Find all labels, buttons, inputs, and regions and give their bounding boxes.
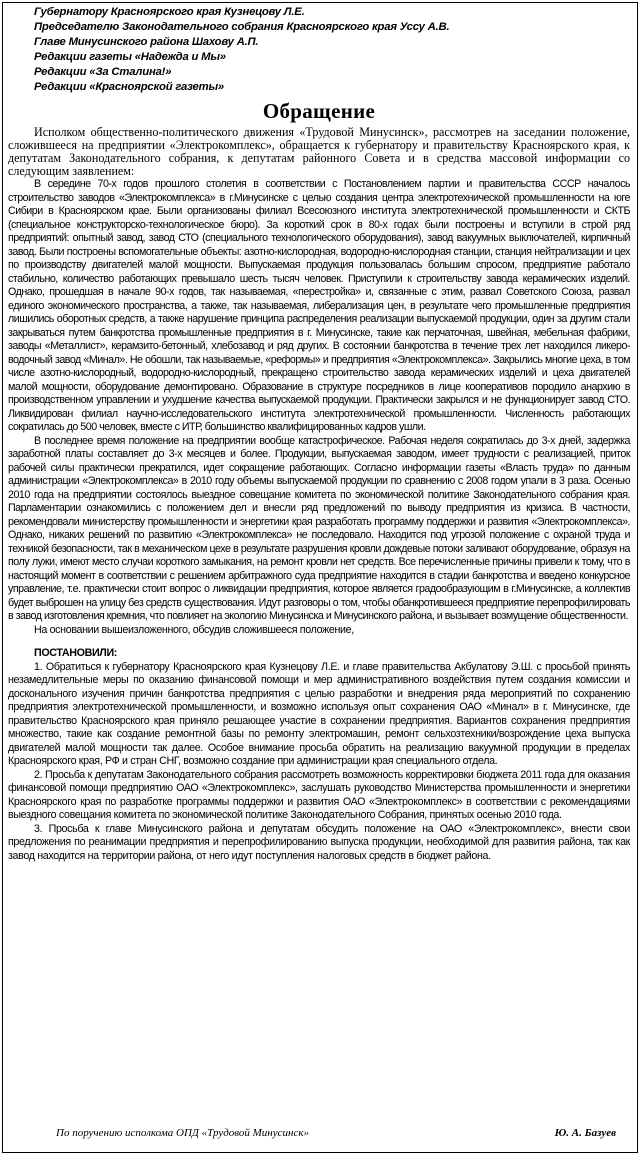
resolution-item: 3. Просьба к главе Минусинского района и депутатам обсудить положение на ОАО «Электрокомплекс», внести свои предложения по реанимации предприятия и перепрофилированию выпуска продукции, необходимой для развития района, так как завод находится на территории района, от него идут поступления налоговых средств в бюджет района. xyxy=(8,822,630,862)
document-body xyxy=(8,5,630,863)
addressee-line: Губернатору Красноярского края Кузнецову Л.Е. xyxy=(34,6,305,18)
addressee-line: Редакции «За Сталина!» xyxy=(34,66,172,79)
body-paragraph: В последнее время положение на предприятии вообще катастрофическое. Рабочая неделя сократилась до 3-х дней, задержка заработной платы составляет до 3-х месяцев и более. Продукции, выпускаемая заводом, имеет трудности с реализацией, приток рабочей силы практически прекратился, идет сокращение работающих. Согласно информации газеты «Власть труда» по данным администрации «Электрокомплекса» в 2010 году объемы выпускаемой продукции по сравнению с 2008 годом упали в 3 раза. Осенью 2010 года на предприятии состоялось выездное совещание комитета по экономической политике Законодательного собрания края. Парламентарии ознакомились с положением дел и внесли ряд предложений по выводу предприятия из кризиса. В частности, рекомендовали министерству промышленности и энергетики края разработать программу поддержки и развития «Электрокомплекса». Однако, никаких решений по развитию «Электрокомплекса» не последовало. Находится под угрозой положение с охраной труда и техникой безопасности, так в механическом цехе в результате разрушения кровли дождевые потоки заливают оборудование, образуя на полу лужи, имеют место случаи короткого замыкания, на ремонт кровли нет средств. Все перечисленные причины привели к тому, что в настоящий момент в соответствии с решением арбитражного суда предприятие находится в стадии банкротства и введено конкурсное управление, т.е. практически стоит вопрос о ликвидации предприятия, которое является градообразующим в г.Минусинске, а коллектив будет выброшен на улицу без средств существования. Идут разговоры о том, чтобы обанкротившееся предприятие перепрофилировать в завод изготовления кремния, что повлияет на экологию Минусинска и Минусинского района, и вызывает возмущение общественности. xyxy=(8,434,630,623)
resolution-item: 1. Обратиться к губернатору Красноярского края Кузнецову Л.Е. и главе правительства Акбулатову Э.Ш. с просьбой принять незамедлительные меры по оказанию финансовой помощи и мер административного воздействия путем создания комиссии и досконального изучения причин банкротства предприятия с целью разработки и внедрения ряда мероприятий по сохранению предприятия электротехнической промышленности, и возможно используя опыт сохранения ОАО «Минал» в г. Минусинске, где правительство Красноярского края приняло решающее участие в сохранении предприятия. Вариантов сохранения предприятия множество, такие как создание ремонтной базы по ремонту электромашин, ремонт сельхозтехники/возрождение цеха выпуска двигателей малой мощности так далее. Особое внимание просьба обратить на реализацию вакуумной продукции в пределах Красноярского края, РФ и стран СНГ, возможно создание при администрации края специального отдела. xyxy=(8,660,630,768)
signature-authority: По поручению исполкома ОПД «Трудовой Минусинск» xyxy=(56,1127,310,1139)
intro-paragraph: Исполком общественно-политического движения «Трудовой Минусинск», рассмотрев на заседании положение, сложившееся на предприятии «Электрокомплекс», обращается к губернатору и правительству Красноярского края, к депутатам Законодательного собрания, к депутатам районного Совета и в средства массовой информации со следующим заявлением: xyxy=(8,124,630,179)
resolved-heading: ПОСТАНОВИЛИ: xyxy=(34,647,117,660)
addressee-line: Редакции «Красноярской газеты» xyxy=(34,81,224,94)
body-paragraph: На основании вышеизложенного, обсудив сложившееся положение, xyxy=(34,623,354,636)
addressee-line: Председателю Законодательного собрания Красноярского края Уссу А.В. xyxy=(34,21,450,34)
signature-name: Ю. А. Базуев xyxy=(554,1127,616,1139)
resolution-item: 2. Просьба к депутатам Законодательного собрания рассмотреть возможность корректировки бюджета 2011 года для оказания финансовой помощи предприятию ОАО «Электрокомплекс», заслушать руководство Министерства промышленности и энергетики Красноярского края по разработке программы поддержки и развития ОАО «Электрокомплекс» в соответствии с рекомендациями выездного совещания комитета по экономической политике Законодательного Собрания, принятых осенью 2010 года. xyxy=(8,768,630,822)
addressee-list xyxy=(34,5,630,96)
addressee-line: Редакции газеты «Надежда и Мы» xyxy=(34,51,226,64)
addressee-line: Главе Минусинского района Шахову А.П. xyxy=(34,36,259,49)
document-title: Обращение xyxy=(262,98,376,123)
body-paragraph: В середине 70-х годов прошлого столетия в соответствии с Постановлением партии и правительства СССР началось строительство заводов «Электрокомплекса» в г.Минусинске с целью создания центра электротехнической промышленности на юге Сибири в Красноярском крае. Были организованы филиал Всесоюзного института электротехнической промышленности и СКТБ (специальное конструкторско-технологическое бюро). За короткий срок в 80-х годах были построены и вступили в строй ряд предприятий: опытный завод, завод СТО (специального технологического оборудования), завод вакуумных выключателей, кирпичный завод. Были построены вспомогательные объекты: азотно-кислородная, водородно-кислородная станции, станция нейтрализации и цех по производству двигателей малой мощности. Выпускаемая продукция пользовалась большим спросом, предприятие работало стабильно, количество работающих превышало шесть тысяч человек. Приступили к строительству завода керамических изделий. Однако, прошедшая в начале 90-х годов, так называемая, «перестройка» и, связанные с этим, развал Советского Союза, развал единого экономического пространства, а также, так называемая, либерализация цен, в результате чего промышленные предприятия лишились оборотных средств, а также нарушение принципа распределения реализации выпускаемой продукции, один за другим стали закрываться путем банкротства промышленные предприятия в г. Минусинске, такие как перчаточная, швейная, мебельная фабрики, заводы «Металлист», керамзито-бетонный, хлебозавод и ряд других. В состоянии банкротства в течение трех лет находился ликеро-водочный завод «Минал». Не обошли, так называемые, «реформы» и предприятия «Электрокомплекса». Закрылись многие цеха, в том числе азотно-кислородный, водородно-кислородный, прекращено строительство завода керамических изделий и цеха двигателей малой мощности, оборудование демонтировано. Образование в структуре посредников в лице кооперативов породило анархию в производственном управлении и ухудшение качества выпускаемой продукции. Практически закрылся и не функционирует завод СТО. Ликвидирован филиал научно-исследовательского института электротехнической промышленности. Численность работающих сократилась до 500 человек, вместе с ИТР, большинство квалифицированных кадров ушли. xyxy=(8,178,630,434)
